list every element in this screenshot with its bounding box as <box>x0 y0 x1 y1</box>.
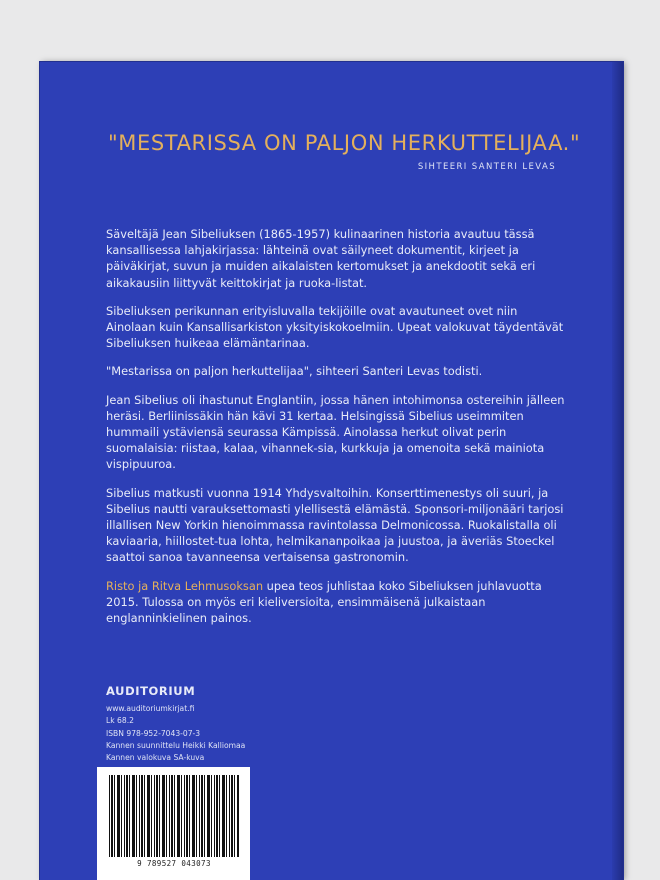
publisher-logo: AUDITORIUM <box>106 684 196 698</box>
cover-design-credit: Kannen suunnittelu Heikki Kalliomaa <box>106 740 246 750</box>
blurb-paragraph: "Mestarissa on paljon herkuttelijaa", sihteeri Santeri Levas todisti. <box>106 364 483 379</box>
barcode <box>109 775 239 857</box>
author-names: Risto ja Ritva Lehmusoksan <box>106 578 264 593</box>
barcode-label <box>97 767 250 880</box>
blurb-paragraph: Sibeliuksen perikunnan erityisluvalla tekijöille ovat avautuneet ovet niin Ainolaan kuin Kansallisarkiston yksityiskokoelmiin. Upeat valokuvat täydentävät Sibeliuksen huikeaa elämäntarinaa. <box>106 303 564 351</box>
barcode-digits: 9 789527 043073 <box>137 859 211 868</box>
final-text: upea teos juhlistaa koko Sibeliuksen juhlavuotta 2015. Tulossa on myös eri kieliversioita, ensimmäisenä julkaistaan englanninkielinen painos. <box>106 578 542 626</box>
cover-photo-credit: Kannen valokuva SA-kuva <box>106 753 205 763</box>
blurb-paragraph: Sibelius matkusti vuonna 1914 Yhdysvaltoihin. Konserttimenestys oli suuri, ja Sibelius nautti varauksettomasti ylellisestä elämästä. Sponsori-miljonääri tarjosi illallisen New Yorkin hienoimmassa ravintolassa Delmonicossa. Ruokalistalla oli kaviaaria, hiillostet-tua lohta, helmikananpoikaa ja juustoa, ja äveriäs Stoeckel saattoi sanoa tavanneensa vertaisensa gastronomin. <box>106 485 564 565</box>
blurb-paragraph: Jean Sibelius oli ihastunut Englantiin, jossa hänen intohimonsa ostereihin jälleen heräsi. Berliinissäkin hän kävi 31 kertaa. Helsingissä Sibelius useimmiten hummaili ystäviensä seurassa Kämpissä. Ainolassa herkut olivat perin suomalaisia: riistaa, kalaa, vihannek-sia, kurkkuja ja omenoita sekä mainiota vispipuuroa. <box>106 392 565 472</box>
quote-attribution: SIHTEERI SANTERI LEVAS <box>417 162 556 172</box>
library-class: Lk 68.2 <box>106 716 134 726</box>
cover-quote: "MESTARISSA ON PALJON HERKUTTELIJAA." <box>108 131 581 155</box>
blurb-paragraph: Säveltäjä Jean Sibeliuksen (1865-1957) kulinaarinen historia avautuu tässä kansallisessa lahjakirjassa: lähteinä ovat säilyneet dokumentit, kirjeet ja päiväkirjat, suvun ja muiden aikalaisten kertomukset ja anekdootit sekä eri aikakausiin liittyvät keittokirjat ja ruoka-listat. <box>106 227 536 290</box>
publisher-info <box>106 703 245 764</box>
isbn: ISBN 978-952-7043-07-3 <box>106 728 201 738</box>
blurb-paragraph-final <box>106 578 570 627</box>
publisher-website: www.auditoriumkirjat.fi <box>106 704 195 713</box>
blurb-text <box>106 226 570 638</box>
book-spine-edge <box>612 62 623 880</box>
